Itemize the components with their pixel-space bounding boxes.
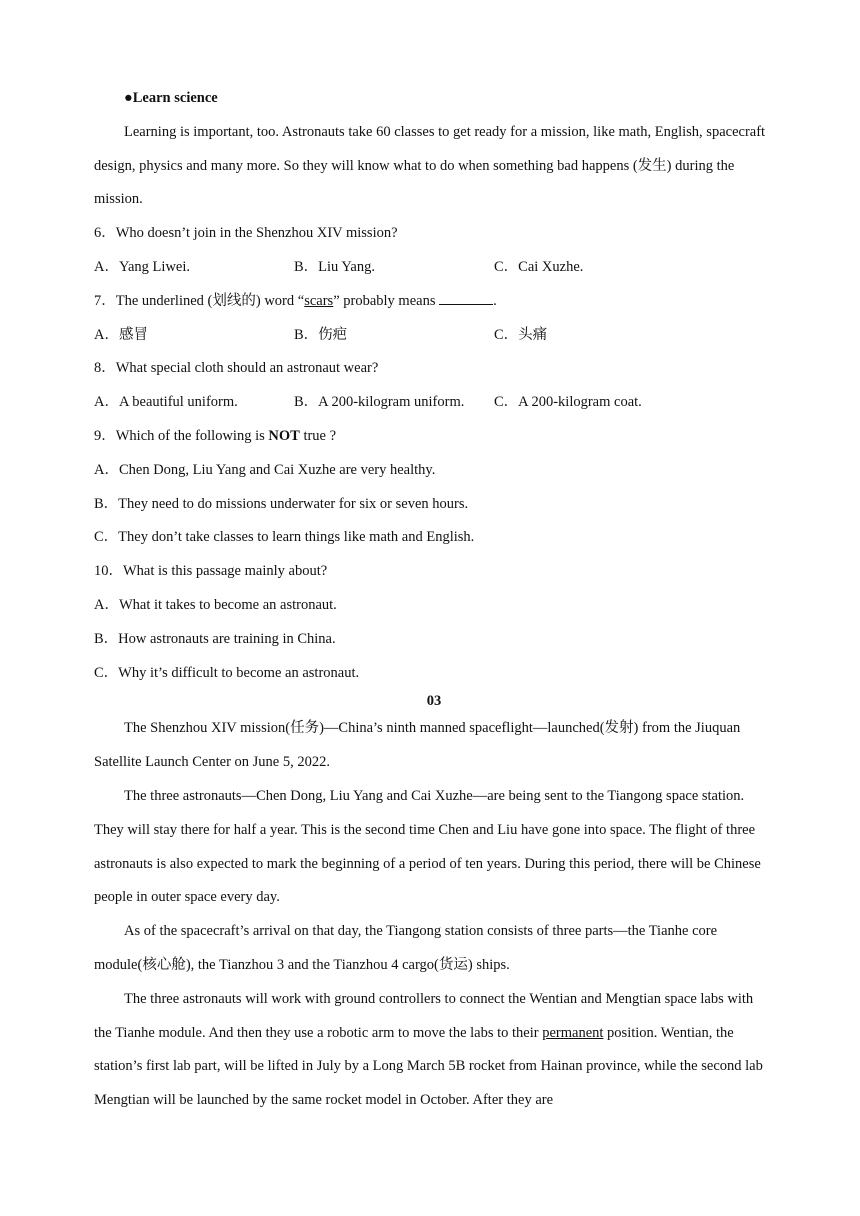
question-9-stem [94,420,774,454]
question-7-option-b: B．伤疤 [294,326,348,343]
question-9-option-c: C．They don’t take classes to learn things like math and English. [94,529,475,546]
question-8-option-c: C．A 200-kilogram coat. [494,394,642,411]
question-8-option-a: A．A beautiful uniform. [94,394,238,411]
question-7-option-a: A．感冒 [94,326,148,343]
question-7-options [94,319,774,353]
underlined-word-scars: scars [304,292,334,309]
question-10-option-c: C．Why it’s difficult to become an astronaut. [94,664,360,681]
question-7-stem-pre: 7．The underlined (划线的) word “ [94,292,305,309]
question-10-option-a: A．What it takes to become an astronaut. [94,596,337,613]
question-6-option-b: B．Liu Yang. [294,258,375,275]
question-9-option-b: B．They need to do missions underwater for six or seven hours. [94,495,469,512]
question-9-stem-post: true ? [299,427,337,444]
passage-number: 03 [426,693,442,710]
question-9-stem-bold: NOT [268,427,300,444]
document-content [94,82,774,1118]
question-6-option-c: C．Cai Xuzhe. [494,258,584,275]
question-7-stem-post: . [493,292,497,309]
underlined-word-permanent: permanent [542,1024,604,1041]
question-8-options [94,386,774,420]
question-6-option-a: A．Yang Liwei. [94,258,190,275]
paragraph-learn-science: Learning is important, too. Astronauts take 60 classes to get ready for a mission, like math, English, spacecraft design, physics and many more. So they will know what to do when something bad happens (发生) during the mission. [94,123,766,208]
passage-paragraph-2: The three astronauts—Chen Dong, Liu Yang and Cai Xuzhe—are being sent to the Tiangong space station. They will stay there for half a year. This is the second time Chen and Liu have gone into space. The flight of three astronauts is also expected to mark the beginning of a period of ten years. During this period, there will be Chinese people in outer space every day. [94,787,761,906]
question-10-stem: 10．What is this passage mainly about? [94,563,328,580]
question-6-stem: 6．Who doesn’t join in the Shenzhou XIV mission? [94,225,398,242]
passage-paragraph-4-post: position. Wentian, the station’s first lab part, will be lifted in July by a Long March 5B rocket from Hainan province, while the second lab Mengtian will be launched by the same rocket model in October. After they are [94,1024,763,1109]
question-7-stem-mid: ” probably means [333,292,440,309]
question-9-option-a: A．Chen Dong, Liu Yang and Cai Xuzhe are very healthy. [94,461,436,478]
question-9-stem-pre: 9．Which of the following is [94,427,269,444]
answer-blank [439,292,493,305]
question-8-option-b: B．A 200-kilogram uniform. [294,394,465,411]
question-7-stem [94,285,774,319]
passage-paragraph-1: The Shenzhou XIV mission(任务)—China’s ninth manned spaceflight—launched(发射) from the Jiuquan Satellite Launch Center on June 5, 2022. [94,720,741,771]
question-6-options [94,251,774,285]
question-10-option-b: B．How astronauts are training in China. [94,630,336,647]
question-8-stem: 8．What special cloth should an astronaut wear? [94,360,379,377]
passage-paragraph-3: As of the spacecraft’s arrival on that day, the Tiangong station consists of three parts—the Tianhe core module(核心舱), the Tianzhou 3 and the Tianzhou 4 cargo(货运) ships. [94,923,718,973]
passage-paragraph-4 [94,983,774,1118]
question-7-option-c: C．头痛 [494,326,548,343]
section-heading-learn-science: ●Learn science [124,90,218,106]
passage-paragraph-4-pre: The three astronauts will work with ground controllers to connect the Wentian and Mengtian space labs with the Tianhe module. And then they use a robotic arm to move the labs to their [94,990,754,1041]
